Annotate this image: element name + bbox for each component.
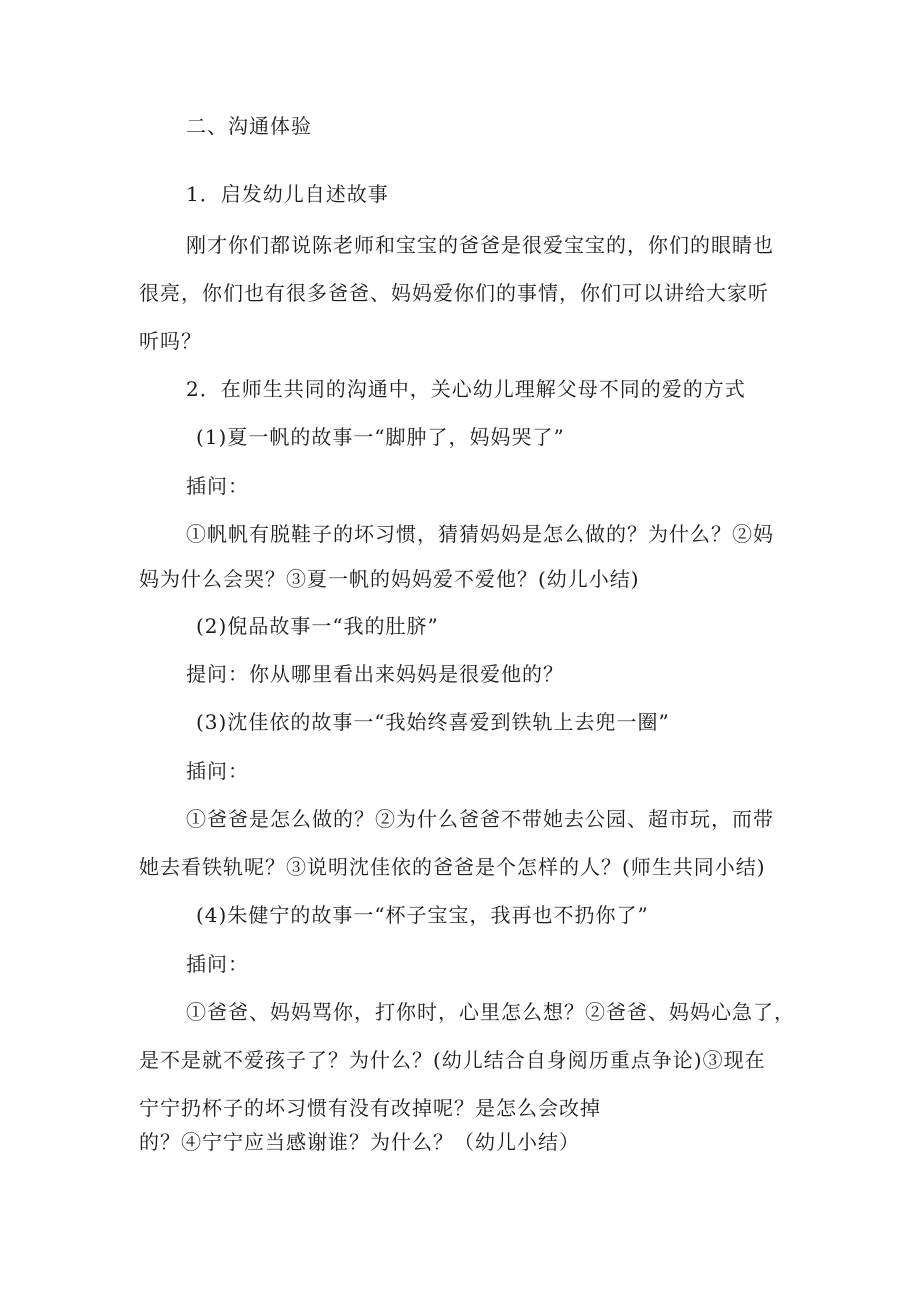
- story2-prompt: 提问：你从哪里看出来妈妈是很爱他的？: [186, 662, 564, 686]
- story1-prompt: 插问：: [186, 474, 249, 498]
- story4-line-4: 的？④宁宁应当感谢谁？为什么？（幼儿小结）: [139, 1130, 580, 1154]
- story3-line-2: 她去看铁轨呢？③说明沈佳依的爸爸是个怎样的人？(师生共同小结): [139, 855, 766, 879]
- item2-title: 2．在师生共同的沟通中，关心幼儿理解父母不同的爱的方式: [186, 377, 746, 401]
- story1-title: (1)夏一帆的故事一“脚肿了，妈妈哭了”: [196, 425, 565, 449]
- story4-prompt: 插问：: [186, 952, 249, 976]
- item1-title: 1．启发幼儿自述故事: [186, 182, 389, 206]
- story3-line-1: ①爸爸是怎么做的？②为什么爸爸不带她去公园、超市玩，而带: [186, 807, 774, 831]
- story1-line-1: ①帆帆有脱鞋子的坏习惯，猜猜妈妈是怎么做的？为什么？②妈: [186, 522, 774, 546]
- story4-line-3: 宁宁扔杯子的坏习惯有没有改掉呢？是怎么会改掉: [139, 1096, 601, 1120]
- item1-line-1: 刚才你们都说陈老师和宝宝的爸爸是很爱宝宝的，你们的眼睛也: [186, 233, 774, 257]
- item1-line-2: 很亮，你们也有很多爸爸、妈妈爱你们的事情，你们可以讲给大家听: [139, 281, 769, 305]
- story4-line-2: 是不是就不爱孩子了？为什么？(幼儿结合自身阅历重点争论)③现在: [139, 1048, 766, 1072]
- story1-line-2: 妈为什么会哭？③夏一帆的妈妈爱不爱他？(幼儿小结): [139, 567, 640, 591]
- story4-line-1: ①爸爸、妈妈骂你，打你时，心里怎么想？②爸爸、妈妈心急了，: [186, 1000, 795, 1024]
- story3-prompt: 插问：: [186, 759, 249, 783]
- story2-title: (2)倪品故事一“我的肚脐”: [196, 614, 439, 638]
- section-heading: 二、沟通体验: [186, 114, 312, 138]
- story4-title: (4)朱健宁的故事一“杯子宝宝，我再也不扔你了”: [196, 903, 649, 927]
- story3-title: (3)沈佳依的故事一“我始终喜爱到铁轨上去兜一圈”: [196, 710, 670, 734]
- item1-line-3: 听吗？: [139, 329, 202, 353]
